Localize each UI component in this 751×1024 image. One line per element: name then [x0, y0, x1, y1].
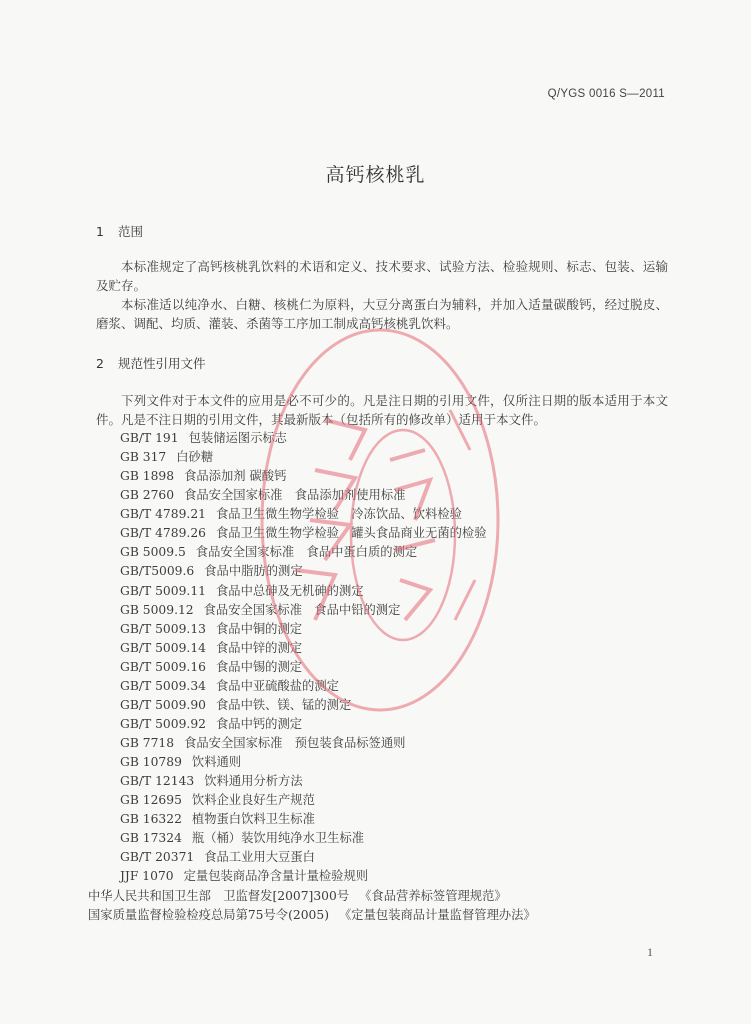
reference-item: GB 5009.5 食品安全国家标准 食品中蛋白质的测定	[120, 545, 418, 560]
scope-paragraph-2: 本标准适以纯净水、白糖、核桃仁为原料，大豆分离蛋白为辅料，并加入适量碳酸钙，经过脱皮、磨浆、调配、均质、灌装、杀菌等工序加工制成高钙核桃乳饮料。	[96, 297, 668, 331]
section-2-title: 规范性引用文件	[117, 356, 206, 371]
reference-item: GB/T 5009.13 食品中铜的测定	[120, 621, 303, 636]
reference-item: 中华人民共和国卫生部 卫监督发[2007]300号 《食品营养标签管理规范》	[88, 888, 507, 903]
section-2-heading	[96, 354, 206, 372]
reference-item: JJF 1070 定量包装商品净含量计量检验规则	[120, 869, 369, 884]
standard-code: Q/YGS 0016 S—2011	[547, 88, 665, 100]
section-1-number: 1	[96, 224, 104, 239]
reference-item: GB 16322 植物蛋白饮料卫生标准	[120, 812, 315, 827]
reference-item: GB/T 5009.11 食品中总砷及无机砷的测定	[120, 583, 364, 598]
reference-item: GB 12695 饮料企业良好生产规范	[120, 793, 315, 808]
reference-item: GB/T 5009.34 食品中亚硫酸盐的测定	[120, 678, 339, 693]
reference-list	[88, 429, 536, 925]
reference-item: GB/T 4789.26 食品卫生微生物学检验 罐头食品商业无菌的检验	[120, 526, 487, 541]
reference-item: GB 2760 食品安全国家标准 食品添加剂使用标准	[120, 488, 406, 503]
reference-item: GB/T 20371 食品工业用大豆蛋白	[120, 850, 315, 865]
reference-item: GB/T 12143 饮料通用分析方法	[120, 774, 303, 789]
reference-item: GB 317 白砂糖	[120, 450, 214, 465]
page-number: 1	[647, 945, 653, 959]
reference-item: GB 10789 饮料通则	[120, 755, 242, 770]
references-intro: 下列文件对于本文件的应用是必不可少的。凡是注日期的引用文件，仅所注日期的版本适用于本文件。凡是不注日期的引用文件，其最新版本（包括所有的修改单）适用于本文件。	[96, 393, 668, 427]
reference-item: GB 17324 瓶（桶）装饮用纯净水卫生标准	[120, 831, 365, 846]
reference-item: GB/T5009.6 食品中脂肪的测定	[120, 564, 303, 579]
reference-item: GB/T 191 包装储运图示标志	[120, 431, 287, 445]
reference-item: GB/T 5009.90 食品中铁、镁、锰的测定	[120, 697, 352, 712]
scope-paragraph-1: 本标准规定了高钙核桃乳饮料的术语和定义、技术要求、试验方法、检验规则、标志、包装、运输及贮存。	[96, 259, 668, 293]
reference-item: GB/T 5009.92 食品中钙的测定	[120, 716, 303, 731]
document-title: 高钙核桃乳	[325, 164, 426, 186]
section-1-heading	[96, 222, 143, 240]
reference-item: GB 5009.12 食品安全国家标准 食品中铅的测定	[120, 602, 401, 617]
reference-item: GB/T 5009.14 食品中锌的测定	[120, 640, 303, 655]
section-2-number: 2	[96, 356, 104, 371]
reference-item: 国家质量监督检验检疫总局第75号令(2005) 《定量包装商品计量监督管理办法》	[88, 907, 536, 922]
section-1-title: 范围	[117, 224, 143, 239]
reference-item: GB 7718 食品安全国家标准 预包装食品标签通则	[120, 736, 406, 750]
reference-item: GB/T 5009.16 食品中锡的测定	[120, 659, 303, 674]
reference-item: GB 1898 食品添加剂 碳酸钙	[120, 469, 287, 484]
reference-item: GB/T 4789.21 食品卫生微生物学检验 冷冻饮品、饮料检验	[120, 507, 462, 522]
